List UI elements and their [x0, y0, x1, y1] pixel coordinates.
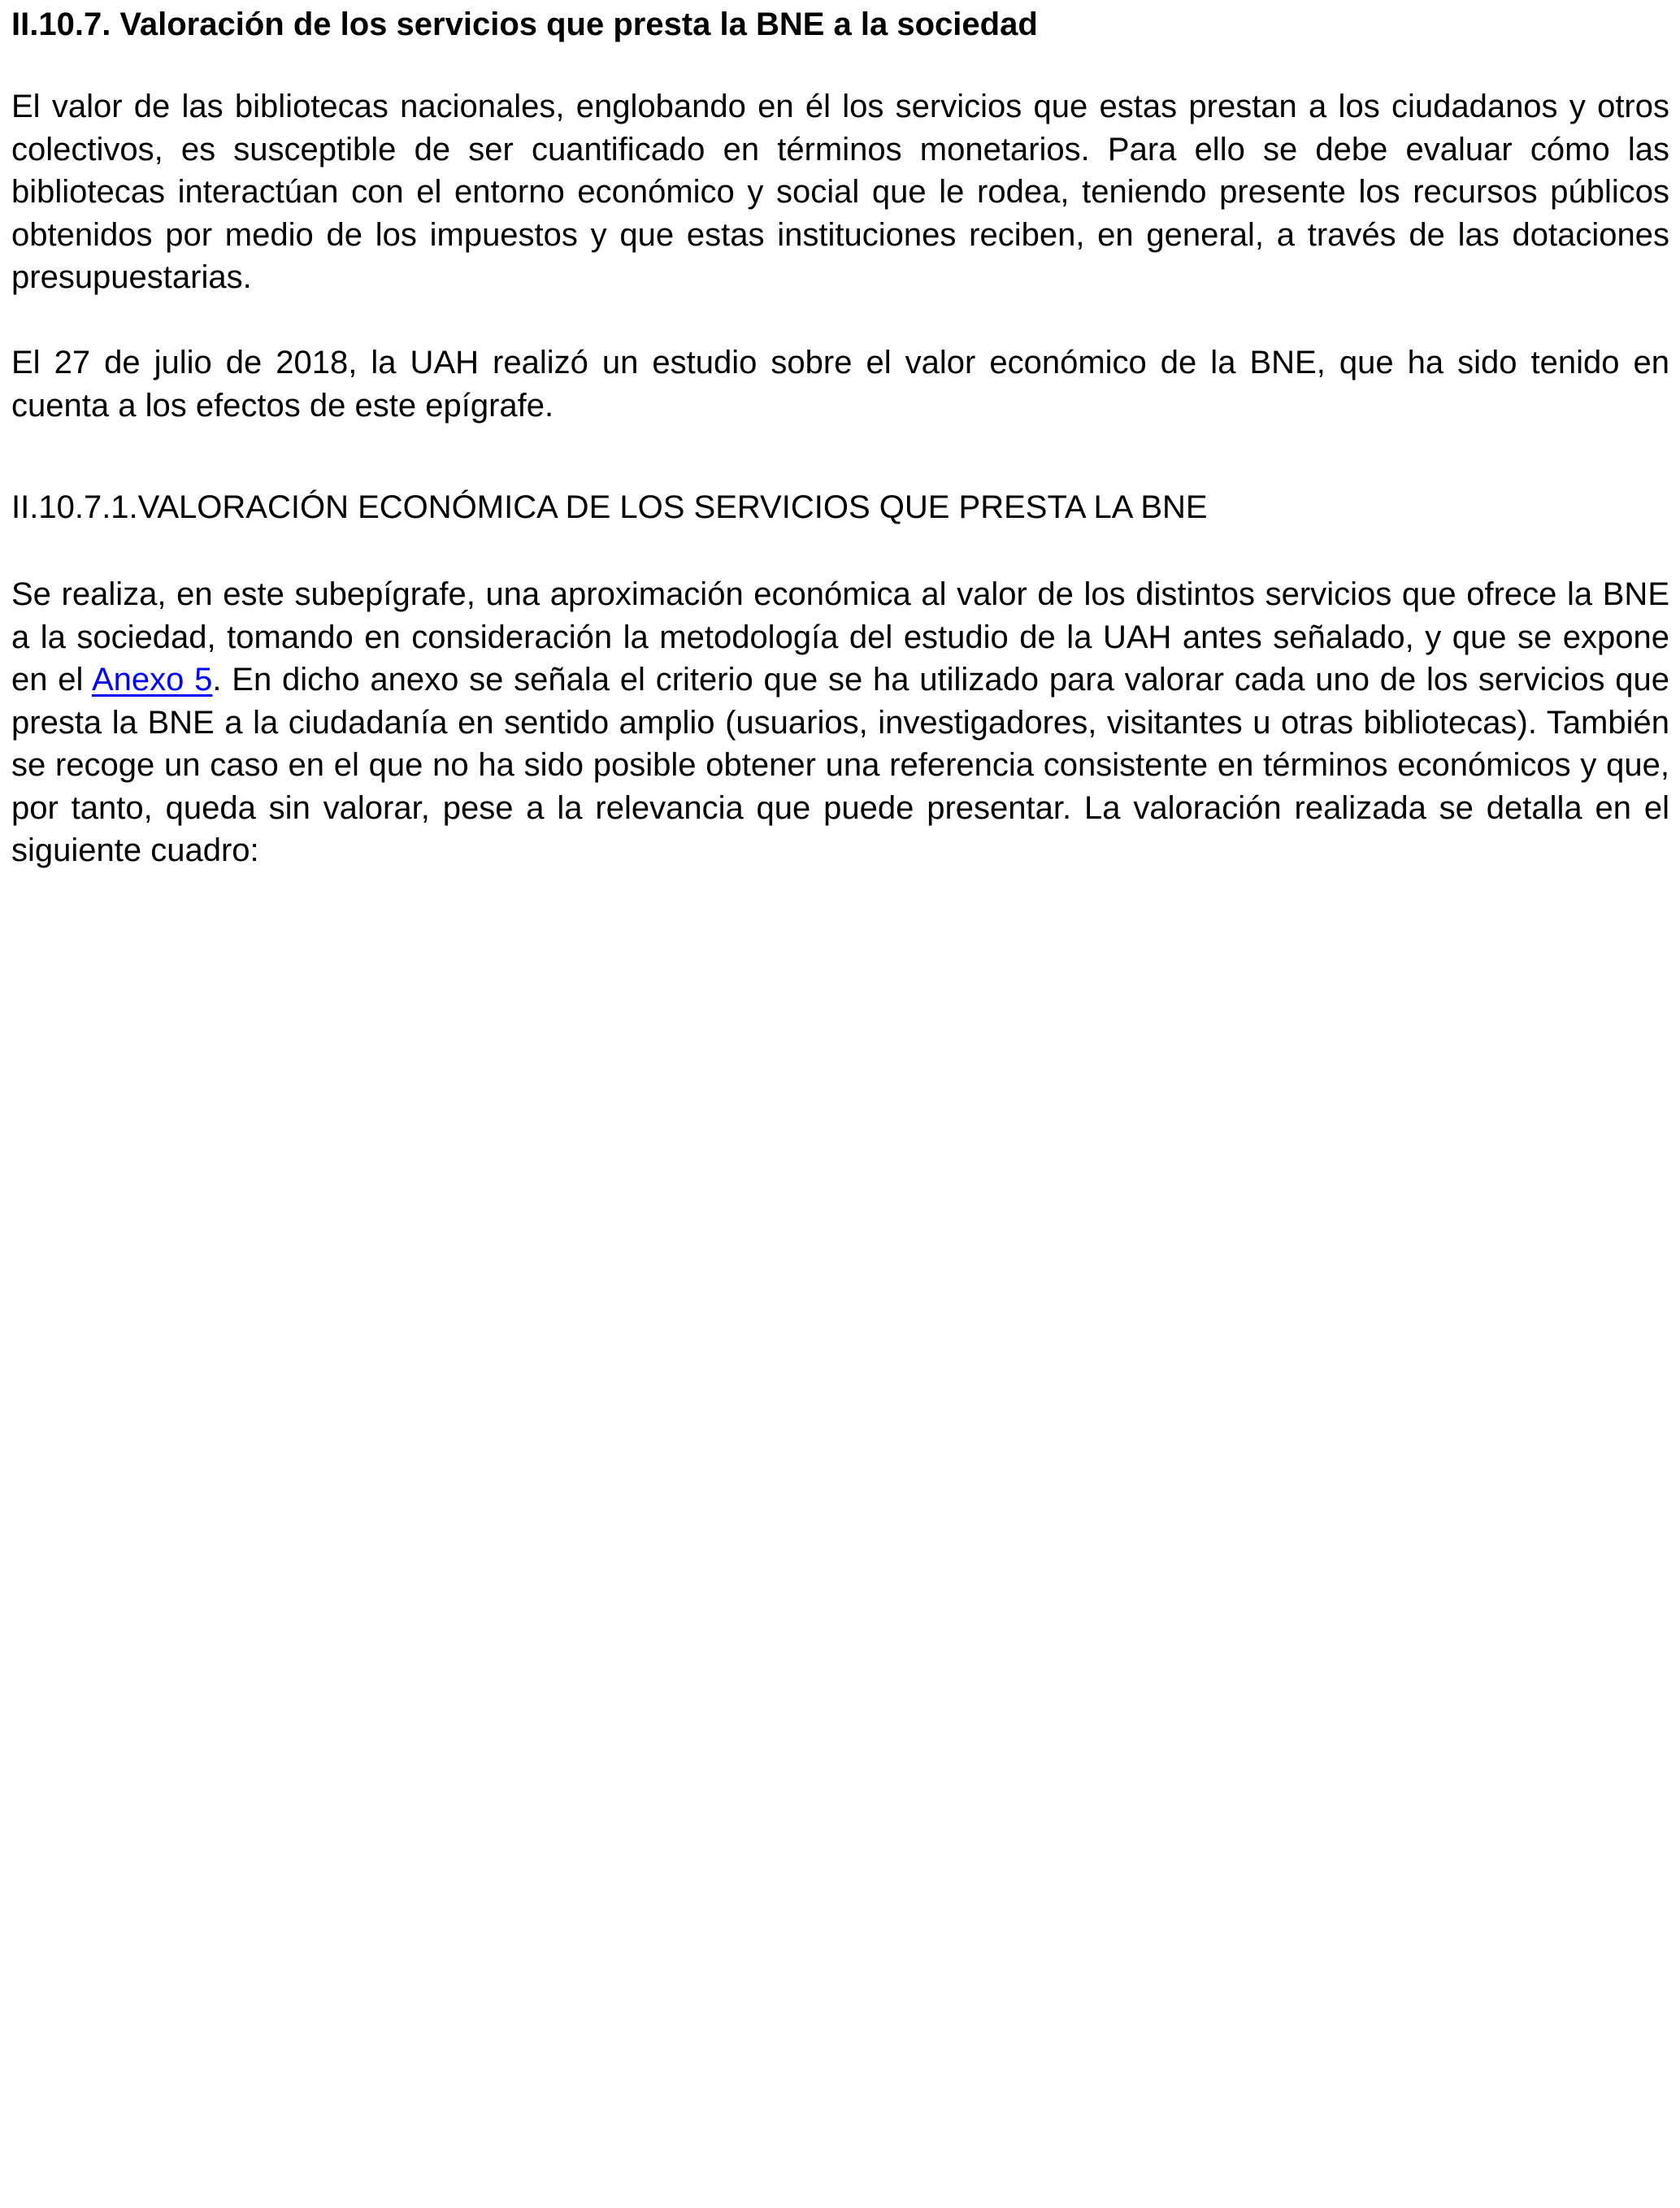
intro-paragraph: El valor de las bibliotecas nacionales, englobando en él los servicios que estas prestan a los ciudadanos y otros colectivos, es susceptible de ser cuantificado en términos monetarios. Para ello se debe evaluar cómo las bibliotecas interactúan con el entorno económico y social que le rodea, teniendo presente los recursos públicos obtenidos por medio de los impuestos y que estas instituciones reciben, en general, a través de las dotaciones presupuestarias.	[11, 89, 1669, 295]
valuation-paragraph	[11, 573, 1669, 872]
subsection-title: II.10.7.1.VALORACIÓN ECONÓMICA DE LOS SERVICIOS QUE PRESTA LA BNE	[11, 489, 1208, 525]
annex-5-link[interactable]: Anexo 5	[91, 662, 213, 698]
valuation-text-after-link: . En dicho anexo se señala el criterio que se ha utilizado para valorar cada uno de los servicios que presta la BNE a la ciudadanía en sentido amplio (usuarios, investigadores, visitantes u otras bibliotecas). También se recoge un caso en el que no ha sido posible obtener una referencia consistente en términos económicos y que, por tanto, queda sin valorar, pese a la relevancia que puede presentar. La valoración realizada se detalla en el siguiente cuadro:	[11, 662, 1669, 868]
study-paragraph: El 27 de julio de 2018, la UAH realizó un estudio sobre el valor económico de la BNE, que ha sido tenido en cuenta a los efectos de este epígrafe.	[11, 345, 1669, 424]
section-title: II.10.7. Valoración de los servicios que presta la BNE a la sociedad	[11, 7, 1038, 42]
valuation-text-before-link: Se realiza, en este subepígrafe, una aproximación económica al valor de los distintos servicios que ofrece la BNE a la sociedad, tomando en consideración la metodología del estudio de la UAH antes señalado, y que se expone en el	[11, 576, 1669, 698]
